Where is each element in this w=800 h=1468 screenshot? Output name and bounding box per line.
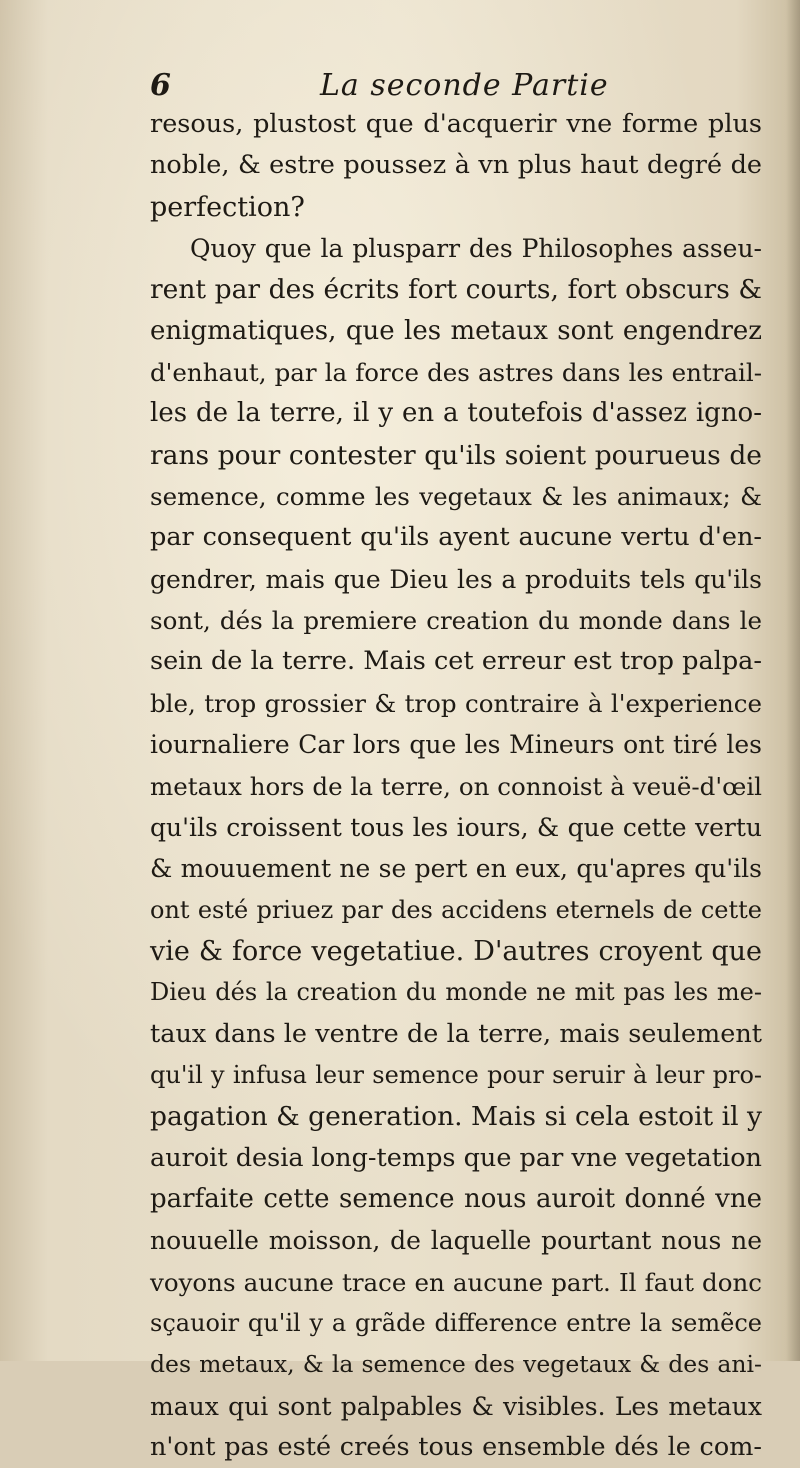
text-line: noble, & estre poussez à vn plus haut degré de xyxy=(150,150,762,181)
text-line: taux dans le ventre de la terre, mais seulement xyxy=(150,1018,762,1049)
page-edge-shadow xyxy=(786,0,800,1361)
body-text xyxy=(150,104,762,1468)
text-line: ont esté priuez par des accidens eternels de cette xyxy=(150,895,762,924)
text-line: gendrer, mais que Dieu les a produits tels qu'ils xyxy=(150,564,762,594)
text-line: par consequent qu'ils ayent aucune vertu d'en- xyxy=(150,522,762,553)
text-line: les de la terre, il y en a toutefois d'assez igno- xyxy=(150,398,762,429)
text-line: voyons aucune trace en aucune part. Il faut donc xyxy=(150,1267,762,1297)
text-line: perfection? xyxy=(150,191,305,223)
text-line: d'enhaut, par la force des astres dans les entrail- xyxy=(150,358,762,388)
text-line: maux qui sont palpables & visibles. Les metaux xyxy=(150,1391,762,1421)
text-line: sçauoir qu'il y a grãde difference entre la semẽce xyxy=(150,1308,762,1337)
text-line: semence, comme les vegetaux & les animaux; & xyxy=(150,482,762,512)
text-line: metaux hors de la terre, on connoist à veuë-d'œil xyxy=(150,771,762,801)
text-line: qu'ils croissent tous les iours, & que cette vertu xyxy=(150,812,762,842)
running-title: La seconde Partie xyxy=(320,68,609,103)
text-line: nouuelle moisson, de laquelle pourtant nous ne xyxy=(150,1226,762,1256)
text-line: sein de la terre. Mais cet erreur est trop palpa- xyxy=(150,646,762,677)
text-line: rans pour contester qu'ils soient pourueus de xyxy=(150,439,762,471)
text-line: iournaliere Car lors que les Mineurs ont tiré les xyxy=(150,730,762,760)
text-line: n'ont pas esté creés tous ensemble dés le com- xyxy=(150,1432,762,1462)
text-line: vie & force vegetatiue. D'autres croyent que xyxy=(150,935,762,967)
text-line: enigmatiques, que les metaux sont engendrez xyxy=(150,315,762,346)
text-line: qu'il y infusa leur semence pour seruir à leur pro- xyxy=(150,1060,762,1089)
text-line: rent par des écrits fort courts, fort obscurs & xyxy=(150,274,762,306)
text-line: resous, plustost que d'acquerir vne forme plus xyxy=(150,109,762,139)
text-line: sont, dés la premiere creation du monde dans le xyxy=(150,606,762,636)
text-line: auroit desia long-temps que par vne vegetation xyxy=(150,1142,762,1173)
text-line: parfaite cette semence nous auroit donné vne xyxy=(150,1183,762,1214)
text-line: Dieu dés la creation du monde ne mit pas les me- xyxy=(150,978,762,1007)
text-line: & mouuement ne se pert en eux, qu'apres qu'ils xyxy=(150,854,762,884)
page-header xyxy=(150,68,780,108)
text-line: ble, trop grossier & trop contraire à l'experience xyxy=(150,688,762,718)
text-line: pagation & generation. Mais si cela estoit il y xyxy=(150,1101,762,1133)
page-number: 6 xyxy=(150,68,171,103)
text-line: des metaux, & la semence des vegetaux & des ani- xyxy=(150,1350,762,1379)
text-line: Quoy que la plusparr des Philosophes asseu- xyxy=(190,234,762,264)
